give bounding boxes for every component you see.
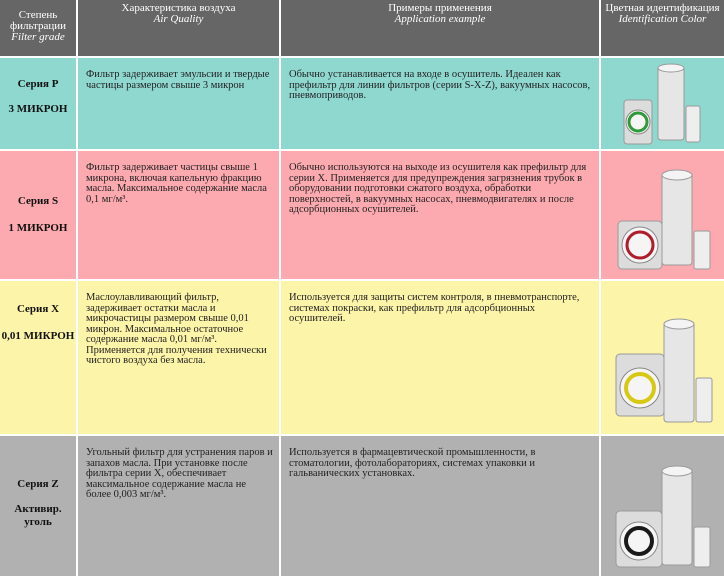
filter-element-icon [604, 441, 722, 571]
filter-image-s [601, 151, 724, 281]
filter-image-p [601, 58, 724, 151]
application-cell: Используется для защиты систем контроля, в пневмотранспорте, системах покраски, как префильтр для адсорбционных осушителей. [281, 281, 601, 436]
header-color-en: Identification Color [618, 13, 707, 25]
series-grade: 1 МИКРОН [8, 222, 68, 234]
grade-cell-p [0, 58, 78, 151]
air-quality-cell: Фильтр задерживает эмульсии и твердые частицы размером свыше 3 микрон [78, 58, 281, 151]
header-air-quality [78, 0, 281, 58]
header-app-en: Application example [394, 13, 486, 25]
grade-cell-x [0, 281, 78, 436]
air-quality-cell: Маслоулавливающий фильтр, задерживает остатки масла и микрочастицы размером свыше 0,01 микрон. Максимальное остаточное содержание масла 0,01 мг/м³. Применяется для получения технически чистого воздуха без масла. [78, 281, 281, 436]
header-grade-ru: Степень фильтрации [9, 9, 67, 32]
series-grade: Активир. уголь [14, 503, 62, 528]
series-grade: 0,01 МИКРОН [1, 330, 75, 342]
grade-cell-s [0, 151, 78, 281]
header-app-ru: Примеры применения [388, 2, 492, 14]
filter-element-icon [604, 288, 722, 428]
header-color-ru: Цветная идентификация [605, 2, 720, 14]
filter-element-icon [604, 60, 722, 148]
series-name: Серия S [17, 195, 59, 207]
filter-image-x [601, 281, 724, 436]
series-name: Серия Z [17, 478, 59, 490]
series-name: Серия X [16, 303, 60, 315]
air-quality-cell: Фильтр задерживает частицы свыше 1 микрона, включая капельную фракцию масла. Максимальное содержание масла 0,1 мг/м³. [78, 151, 281, 281]
application-cell: Обычно устанавливается на входе в осушитель. Идеален как префильтр для линии фильтров (серии S-X-Z), вакуумных насосов, пневмоприводов. [281, 58, 601, 151]
series-name: Серия P [17, 78, 59, 90]
filter-element-icon [604, 155, 722, 275]
application-cell: Обычно используются на выходе из осушителя как префильтр для серии X. Применяется для предупреждения загрязнения трубок в оборудовании подготовки сжатого воздуха, обработки поверхностей, в вакуумных насосах, пневмодвигателях и после адсорбционных осушителей. [281, 151, 601, 281]
series-grade: 3 МИКРОН [8, 103, 68, 115]
application-cell: Используется в фармацевтической промышленности, в стоматологии, фотолабораториях, системах упаковки и гальванических установках. [281, 436, 601, 576]
grade-cell-z [0, 436, 78, 576]
header-filter-grade [0, 0, 78, 58]
header-grade-en: Filter grade [11, 31, 65, 43]
header-color-id [601, 0, 724, 58]
filter-image-z [601, 436, 724, 576]
header-air-en: Air Quality [153, 13, 204, 25]
header-air-ru: Характеристика воздуха [121, 2, 236, 14]
header-application [281, 0, 601, 58]
air-quality-cell: Угольный фильтр для устранения паров и запахов масла. При установке после фильтра серии X, обеспечивает максимальное содержание масла не более 0,003 мг/м³. [78, 436, 281, 576]
